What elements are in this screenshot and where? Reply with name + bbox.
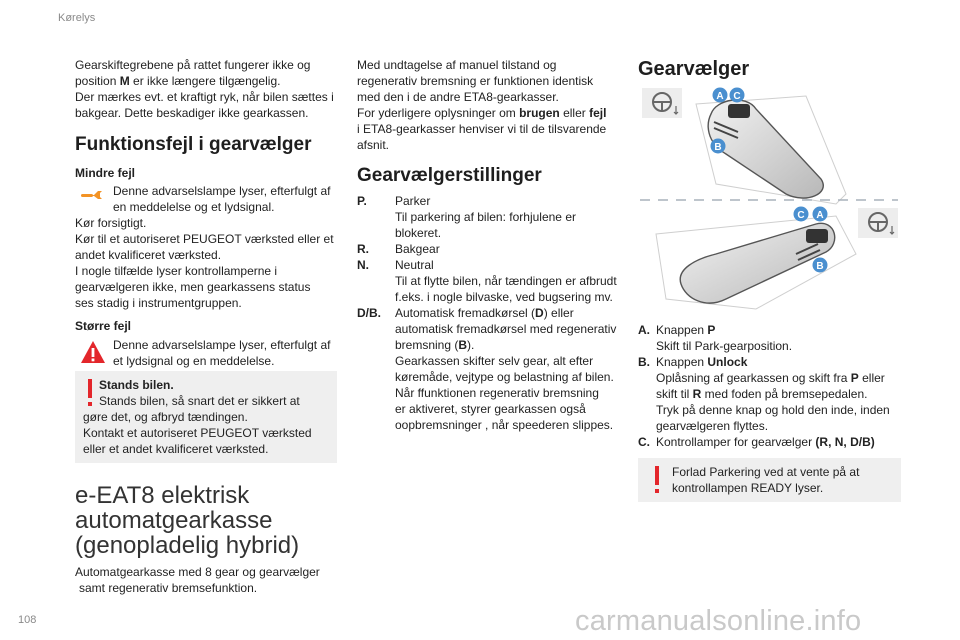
minor-fault-body [75,215,345,311]
text-line: Denne advarselslampe lyser, efterfulgt af [113,338,331,352]
callout-b: B [714,142,722,153]
heading-positions: Gearvælgerstillinger [357,165,542,186]
text-line: Kontakt et autoriseret PEUGEOT værksted [83,426,312,440]
callout-a: A [816,210,824,221]
text-line: Automatgearkasse med 8 gear og gearvælger [75,565,320,579]
text-line: køremåde, vejtype og belastning af bilen. [395,370,614,384]
callout-c: C [733,91,741,102]
text-line: For yderligere oplysninger om brugen eller fejl [357,106,607,120]
text-line: Bakgear [395,242,440,256]
steering-wheel-icon [858,208,898,238]
heading-eeat8 [75,483,299,558]
triangle-warning-icon [79,339,107,365]
text-line: Knappen Unlock [656,355,748,369]
text-line: gearvælgeren ikke, men gearkassens status [75,280,311,294]
exclamation-icon [652,466,662,496]
text-line: et lydsignal og en meddelelse. [113,354,275,368]
text-line: automatisk fremadkørsel med regenerativ [395,322,617,336]
page-number: 108 [18,614,37,626]
position-key: D/B. [357,306,381,320]
item-key: B. [638,355,650,369]
text-line: Tryk på denne knap og hold den inde, inden [656,403,890,417]
text-line: Gearkassen skifter selv gear, alt efter [395,354,594,368]
text-line: Kør til et autoriseret PEUGEOT værksted eller et [75,232,334,246]
callout-b: B [816,261,824,272]
text-line: Denne advarselslampe lyser, efterfulgt af [113,184,331,198]
steering-wheel-icon [642,88,682,118]
text-line: regenerativ bremsning er funktionen identisk [357,74,594,88]
text-line: samt regenerativ bremsefunktion. [79,581,258,595]
text-line: Skift til Park-gearposition. [656,339,793,353]
position-key: N. [357,258,369,272]
text-line: i ETA8-gearkasser henviser vi til de tilsvarende [357,122,607,136]
warning-text [83,377,333,457]
warning-title: Stands bilen. [99,378,174,392]
position-key: R. [357,242,369,256]
text-line: afsnit. [357,138,390,152]
heading-fault: Funktionsfejl i gearvælger [75,134,312,155]
text-line: andet kvalificeret værksted. [75,248,222,262]
callout-a: A [716,91,724,102]
text-line: Oplåsning af gearkassen og skift fra P eller [656,371,885,385]
text-line: kontrollampen READY lyser. [672,481,824,495]
position-key: P. [357,194,367,208]
text-line: eller et andet kvalificeret værksted. [83,442,269,456]
heading-gearvaelger: Gearvælger [638,58,750,80]
text-line: gearvælgeren flyttes. [656,419,769,433]
item-key: C. [638,435,650,449]
text-line: Neutral [395,258,434,272]
text-line: oopbremsninger , når speederen slippes. [395,418,614,432]
text-line: er aktiveret, styrer gearkassen også [395,402,586,416]
text-line: Når ffunktionen regenerativ bremsning [395,386,599,400]
wrench-warning-icon [78,185,108,207]
text-line: bremsning (B). [395,338,475,352]
watermark: carmanualsonline.info [575,605,862,637]
text-line: med den i de andre ETA8-gearkasser. [357,90,559,104]
text-line: f.eks. i nogle bilvaske, ved bugsering mv. [395,290,613,304]
text-line: Til at flytte bilen, når tændingen er afbrudt [395,274,617,288]
text-line: skift til R med foden på bremsepedalen. [656,387,868,401]
major-fault-title: Større fejl [75,319,132,333]
heading-line: automatgearkasse [75,507,273,534]
major-lamp-text [113,337,343,369]
gear-positions-list [357,193,627,443]
text-line: I nogle tilfælde lyser kontrollamperne i [75,264,278,278]
text-line: Automatisk fremadkørsel (D) eller [395,306,574,320]
text-line: Kontrollamper for gearvælger (R, N, D/B) [656,435,875,449]
note-text [672,464,897,496]
text-line: Med undtagelse af manuel tilstand og [357,58,557,72]
text-line: position M er ikke længere tilgængelig. [75,74,281,88]
minor-lamp-text [113,183,343,215]
text-line: bakgear. Dette beskadiger ikke gearkassen. [75,106,309,120]
note-box [638,458,901,502]
eeat8-body [75,564,345,596]
callout-c: C [797,210,805,221]
item-key: A. [638,323,650,337]
text-line: en meddelelse og et lydsignal. [113,200,275,214]
text-line: Til parkering af bilen: forhjulene er [395,210,576,224]
selector-items-list [638,322,903,452]
heading-line: (genopladelig hybrid) [75,532,300,559]
text-line: gøre det, og afbryd tændingen. [83,410,248,424]
intro-paragraph [75,57,345,121]
text-line: Parker [395,194,431,208]
heading-line: e-EAT8 elektrisk [75,482,250,509]
text-line: Forlad Parkering ved at vente på at [672,465,860,479]
text-line: ses stadig i instrumentgruppen. [75,296,242,310]
text-line: Kør forsigtigt. [75,216,147,230]
col2-intro [357,57,622,153]
text-line: Knappen P [656,323,716,337]
text-line: Gearskiftegrebene på rattet fungerer ikke og [75,58,311,72]
minor-fault-title: Mindre fejl [75,166,136,180]
text-line: Der mærkes evt. et kraftigt ryk, når bilen sættes i [75,90,334,104]
running-header: Kørelys [58,12,96,24]
text-line: Stands bilen, så snart det er sikkert at [99,394,300,408]
gear-selector-illustration [636,84,902,324]
warning-box [75,371,337,463]
text-line: blokeret. [395,226,442,240]
